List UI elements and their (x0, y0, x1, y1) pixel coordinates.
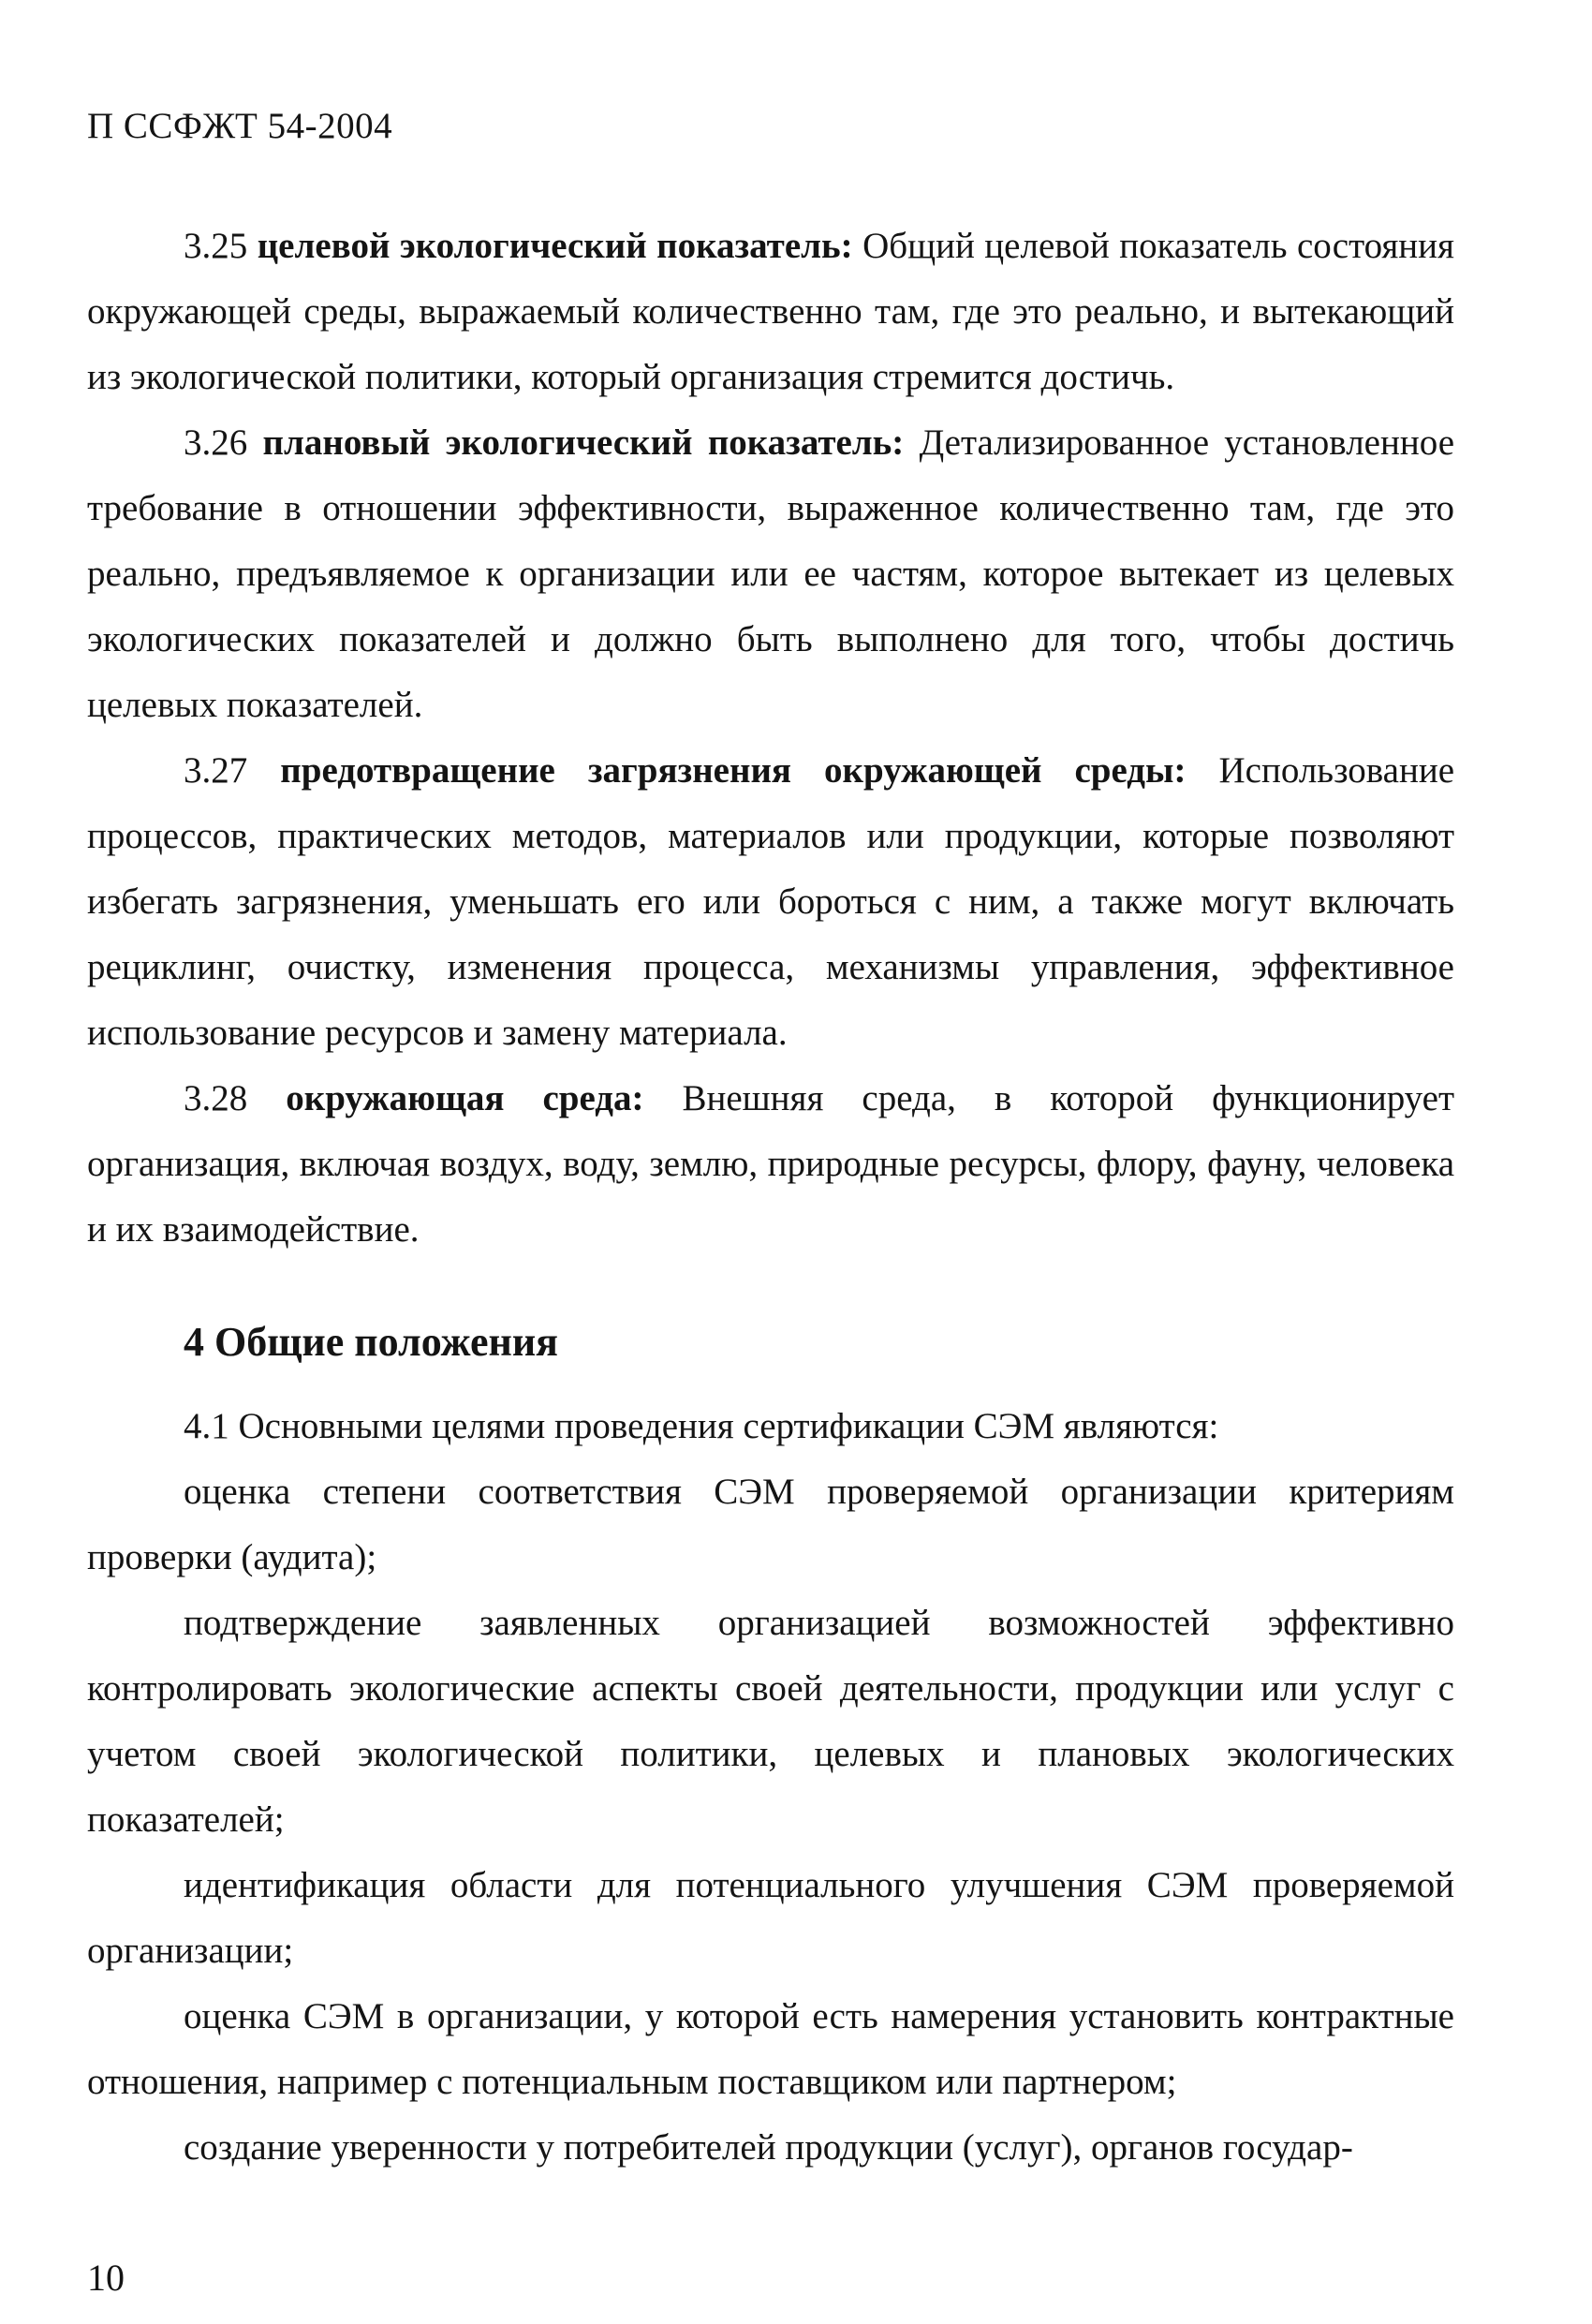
definition-number: 3.28 (184, 1078, 248, 1118)
definition-number: 3.26 (184, 422, 248, 463)
list-item: оценка СЭМ в организации, у которой есть намерения установить контрактные отношения, например с потенциальным поставщиком или партнером; (87, 1996, 1454, 2102)
definition-term: предотвращение загрязнения окружающей среды: (280, 750, 1187, 791)
section-intro: 4.1 Основными целями проведения сертификации СЭМ являются: (184, 1406, 1219, 1446)
definition-3-25 (87, 214, 1454, 410)
definition-text: Общий целевой показатель состояния окружающей среды, выражаемый количественно там, где это реально, и вытекающий из экологической политики, который организация стремится достичь. (87, 226, 1454, 397)
definition-3-27 (87, 738, 1454, 1066)
document-header: П ССФЖТ 54-2004 (87, 106, 393, 146)
list-item: подтверждение заявленных организацией возможностей эффективно контролировать экологические аспекты своей деятельности, продукции или услуг с учетом своей экологической политики, целевых и плановых экологических показателей; (87, 1603, 1454, 1840)
definition-term: плановый экологический показатель: (262, 422, 905, 463)
definition-term: окружающая среда: (286, 1078, 644, 1118)
document-body (87, 214, 1454, 2181)
list-item: создание уверенности у потребителей продукции (услуг), органов государ- (184, 2127, 1353, 2168)
definition-3-28 (87, 1066, 1454, 1263)
definition-term: целевой экологический показатель: (257, 226, 853, 266)
list-item: оценка степени соответствия СЭМ проверяемой организации критериям проверки (аудита); (87, 1472, 1454, 1577)
section-heading: 4 Общие положения (184, 1319, 558, 1365)
definition-number: 3.27 (184, 750, 248, 791)
definition-3-26 (87, 410, 1454, 738)
definition-text: Внешняя среда, в которой функционирует организация, включая воздух, воду, землю, природные ресурсы, флору, фауну, человека и их взаимодействие. (87, 1078, 1455, 1250)
definition-text: Детализированное установленное требование в отношении эффективности, выраженное количественно там, где это реально, предъявляемое к организации или ее частям, которое вытекает из целевых экологических показателей и должно быть выполнено для того, чтобы достичь целевых показателей. (87, 422, 1455, 725)
definition-text: Использование процессов, практических методов, материалов или продукции, которые позволяют избегать загрязнения, уменьшать его или бороться с ним, а также могут включать рециклинг, очистку, изменения процесса, механизмы управления, эффективное использование ресурсов и замену материала. (87, 750, 1455, 1053)
list-item: идентификация области для потенциального улучшения СЭМ проверяемой организации; (87, 1865, 1454, 1971)
page-number: 10 (87, 2257, 125, 2299)
definition-number: 3.25 (184, 226, 248, 266)
